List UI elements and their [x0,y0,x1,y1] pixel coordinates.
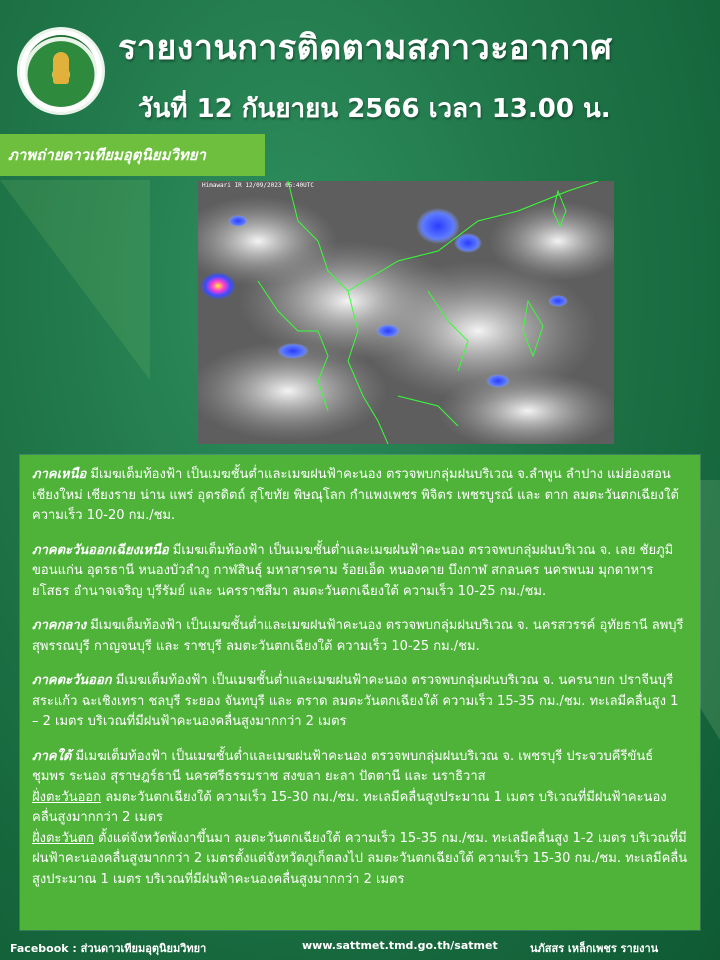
reporter-name: นภัสสร เหล็กเพชร รายงาน [530,942,659,955]
region-name: ภาคใต้ [32,748,72,764]
region-text: มีเมฆเต็มท้องฟ้า เป็นเมฆชั้นต่ำและเมฆฝนฟ้าคะนอง ตรวจพบกลุ่มฝนบริเวณ จ. นครสวรรค์ อุทัยธานี ลพบุรี สุพรรณบุรี กาญจนบุรี และ ราชบุรี ลมตะวันตกเฉียงใต้ ความเร็ว 10-25 กม./ชม. [32,618,684,654]
weather-report [20,455,700,930]
section-tab [0,134,265,176]
east-coast-label: ฝั่งตะวันออก [32,789,102,805]
region-text: มีเมฆเต็มท้องฟ้า เป็นเมฆชั้นต่ำและเมฆฝนฟ้าคะนอง ตรวจพบกลุ่มฝนบริเวณ จ. เพชรบุรี ประจวบคีรีขันธ์ ชุมพร ระนอง สุราษฎร์ธานี นครศรีธรรมราช สงขลา ยะลา ปัตตานี และ นราธิวาส [32,748,654,784]
region-text: มีเมฆเต็มท้องฟ้า เป็นเมฆชั้นต่ำและเมฆฝนฟ้าคะนอง ตรวจพบกลุ่มฝนบริเวณ จ.ลำพูน ลำปาง แม่ฮ่องสอน เชียงใหม่ เชียงราย น่าน แพร่ อุตรดิตถ์ สุโขทัย พิษณุโลก กำแพงเพชร พิจิตร เพชรบูรณ์ และ ตาก ลมตะวันตกเฉียงใต้ ความเร็ว 10-20 กม./ชม. [32,467,679,523]
satellite-imagery [198,181,614,444]
region-name: ภาคเหนือ [32,467,87,482]
region-name: ภาคตะวันออกเฉียงเหนือ [32,542,169,558]
footer [0,934,720,960]
region-text: มีเมฆเต็มท้องฟ้า เป็นเมฆชั้นต่ำและเมฆฝนฟ้าคะนอง ตรวจพบกลุ่มฝนบริเวณ จ. นครนายก ปราจีนบุรี สระแก้ว ฉะเชิงเทรา ชลบุรี ระยอง จันทบุรี และ ตราด ลมตะวันตกเฉียงใต้ ความเร็ว 15-35 กม./ชม. ทะเลมีคลื่นสูง 1 – 2 เมตร บริเวณที่มีฝนฟ้าคะนองคลื่นสูงมากกว่า 2 เมตร [32,673,679,729]
section-label: ภาพถ่ายดาวเทียมอุตุนิยมวิทยา [8,146,206,164]
page-title: รายงานการติดตามสภาวะอากาศ [118,28,613,68]
region-south [32,747,688,891]
region-name: ภาคตะวันออก [32,673,112,688]
west-coast-text: ตั้งแต่จังหวัดพังงาขึ้นมา ลมตะวันตกเฉียงใต้ ความเร็ว 15-35 กม./ชม. ทะเลมีคลื่นสูง 1-2 เมตร บริเวณที่มีฝนฟ้าคะนองคลื่นสูงมากกว่า 2 เมตรตั้งแต่จังหวัดภูเก็ตลงไป ลมตะวันตกเฉียงใต้ ความเร็ว 15-30 กม./ชม. ทะเลมีคลื่นสูงประมาณ 1 เมตร บริเวณที่มีฝนฟ้าคะนองคลื่นสูงมากกว่า 2 เมตร [32,830,688,887]
region-north [32,465,688,527]
website-link[interactable]: www.sattmet.tmd.go.th/satmet [302,939,498,952]
region-central [32,616,688,657]
region-northeast [32,541,688,603]
report-date: วันที่ 12 กันยายน 2566 เวลา 13.00 น. [138,94,611,124]
region-name: ภาคกลาง [32,618,87,633]
region-text: มีเมฆเต็มท้องฟ้า เป็นเมฆชั้นต่ำและเมฆฝนฟ้าคะนอง ตรวจพบกลุ่มฝนบริเวณ จ. เลย ชัยภูมิ ขอนแก่น อุดรธานี หนองบัวลำภู กาฬสินธุ์ มหาสารคาม ร้อยเอ็ด หนองคาย บึงกาฬ สกลนคร นครพนม มุกดาหาร ยโสธร อำนาจเจริญ บุรีรัมย์ และ นครราชสีมา ลมตะวันตกเฉียงใต้ ความเร็ว 10-25 กม./ชม. [32,542,674,599]
facebook-page: Facebook : ส่วนดาวเทียมอุตุนิยมวิทยา [10,942,207,955]
west-coast-label: ฝั่งตะวันตก [32,830,94,846]
region-east [32,671,688,733]
background-decoration [0,180,150,380]
tmd-logo-icon [20,30,102,112]
satellite-caption: Himawari IR 12/09/2023 05:40UTC [202,182,314,189]
east-coast-text: ลมตะวันตกเฉียงใต้ ความเร็ว 15-30 กม./ชม. ทะเลมีคลื่นสูงประมาณ 1 เมตร บริเวณที่มีฝนฟ้าคะนองคลื่นสูงมากกว่า 2 เมตร [32,789,667,825]
satellite-image [198,181,614,444]
